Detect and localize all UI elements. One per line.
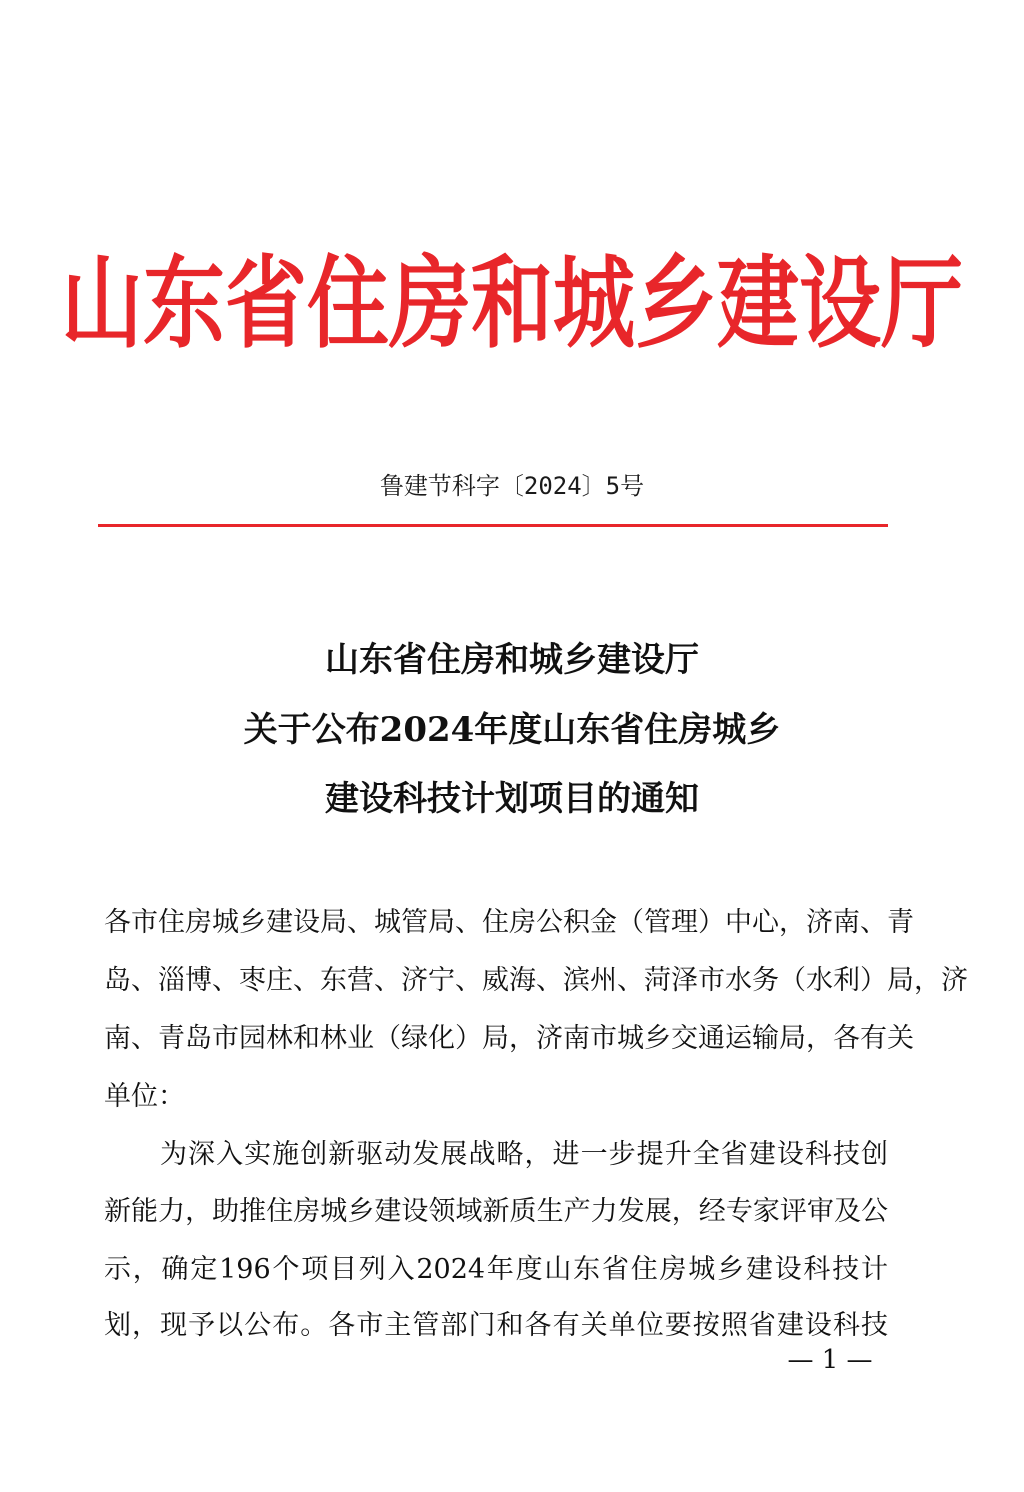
notice-title-line-3: 建设科技计划项目的通知 [325,779,699,819]
notice-title-line-2: 关于公布2024年度山东省住房城乡 [243,710,781,750]
document-number: 鲁建节科字〔2024〕5号 [379,472,645,500]
addressee-line-1: 各市住房城乡建设局、城管局、住房公积金（管理）中心，济南、青 [104,907,914,938]
red-divider-line [98,524,888,527]
notice-title-line-1: 山东省住房和城乡建设厅 [325,640,699,680]
paragraph-line-4: 划，现予以公布。各市主管部门和各有关单位要按照省建设科技 [104,1310,888,1341]
addressee-line-4: 单位： [104,1081,185,1112]
page-number: — 1 — [787,1345,873,1375]
addressee-line-2: 岛、淄博、枣庄、东营、济宁、威海、滨州、菏泽市水务（水利）局，济 [104,965,968,996]
addressee-line-3: 南、青岛市园林和林业（绿化）局，济南市城乡交通运输局，各有关 [104,1023,914,1054]
paragraph-line-1: 为深入实施创新驱动发展战略，进一步提升全省建设科技创 [160,1139,888,1170]
paragraph-line-3: 示，确定196个项目列入2024年度山东省住房城乡建设科技计 [104,1254,888,1285]
paragraph-line-2: 新能力，助推住房城乡建设领域新质生产力发展，经专家评审及公 [104,1196,888,1227]
masthead-title: 山东省住房和城乡建设厅 [60,246,963,363]
